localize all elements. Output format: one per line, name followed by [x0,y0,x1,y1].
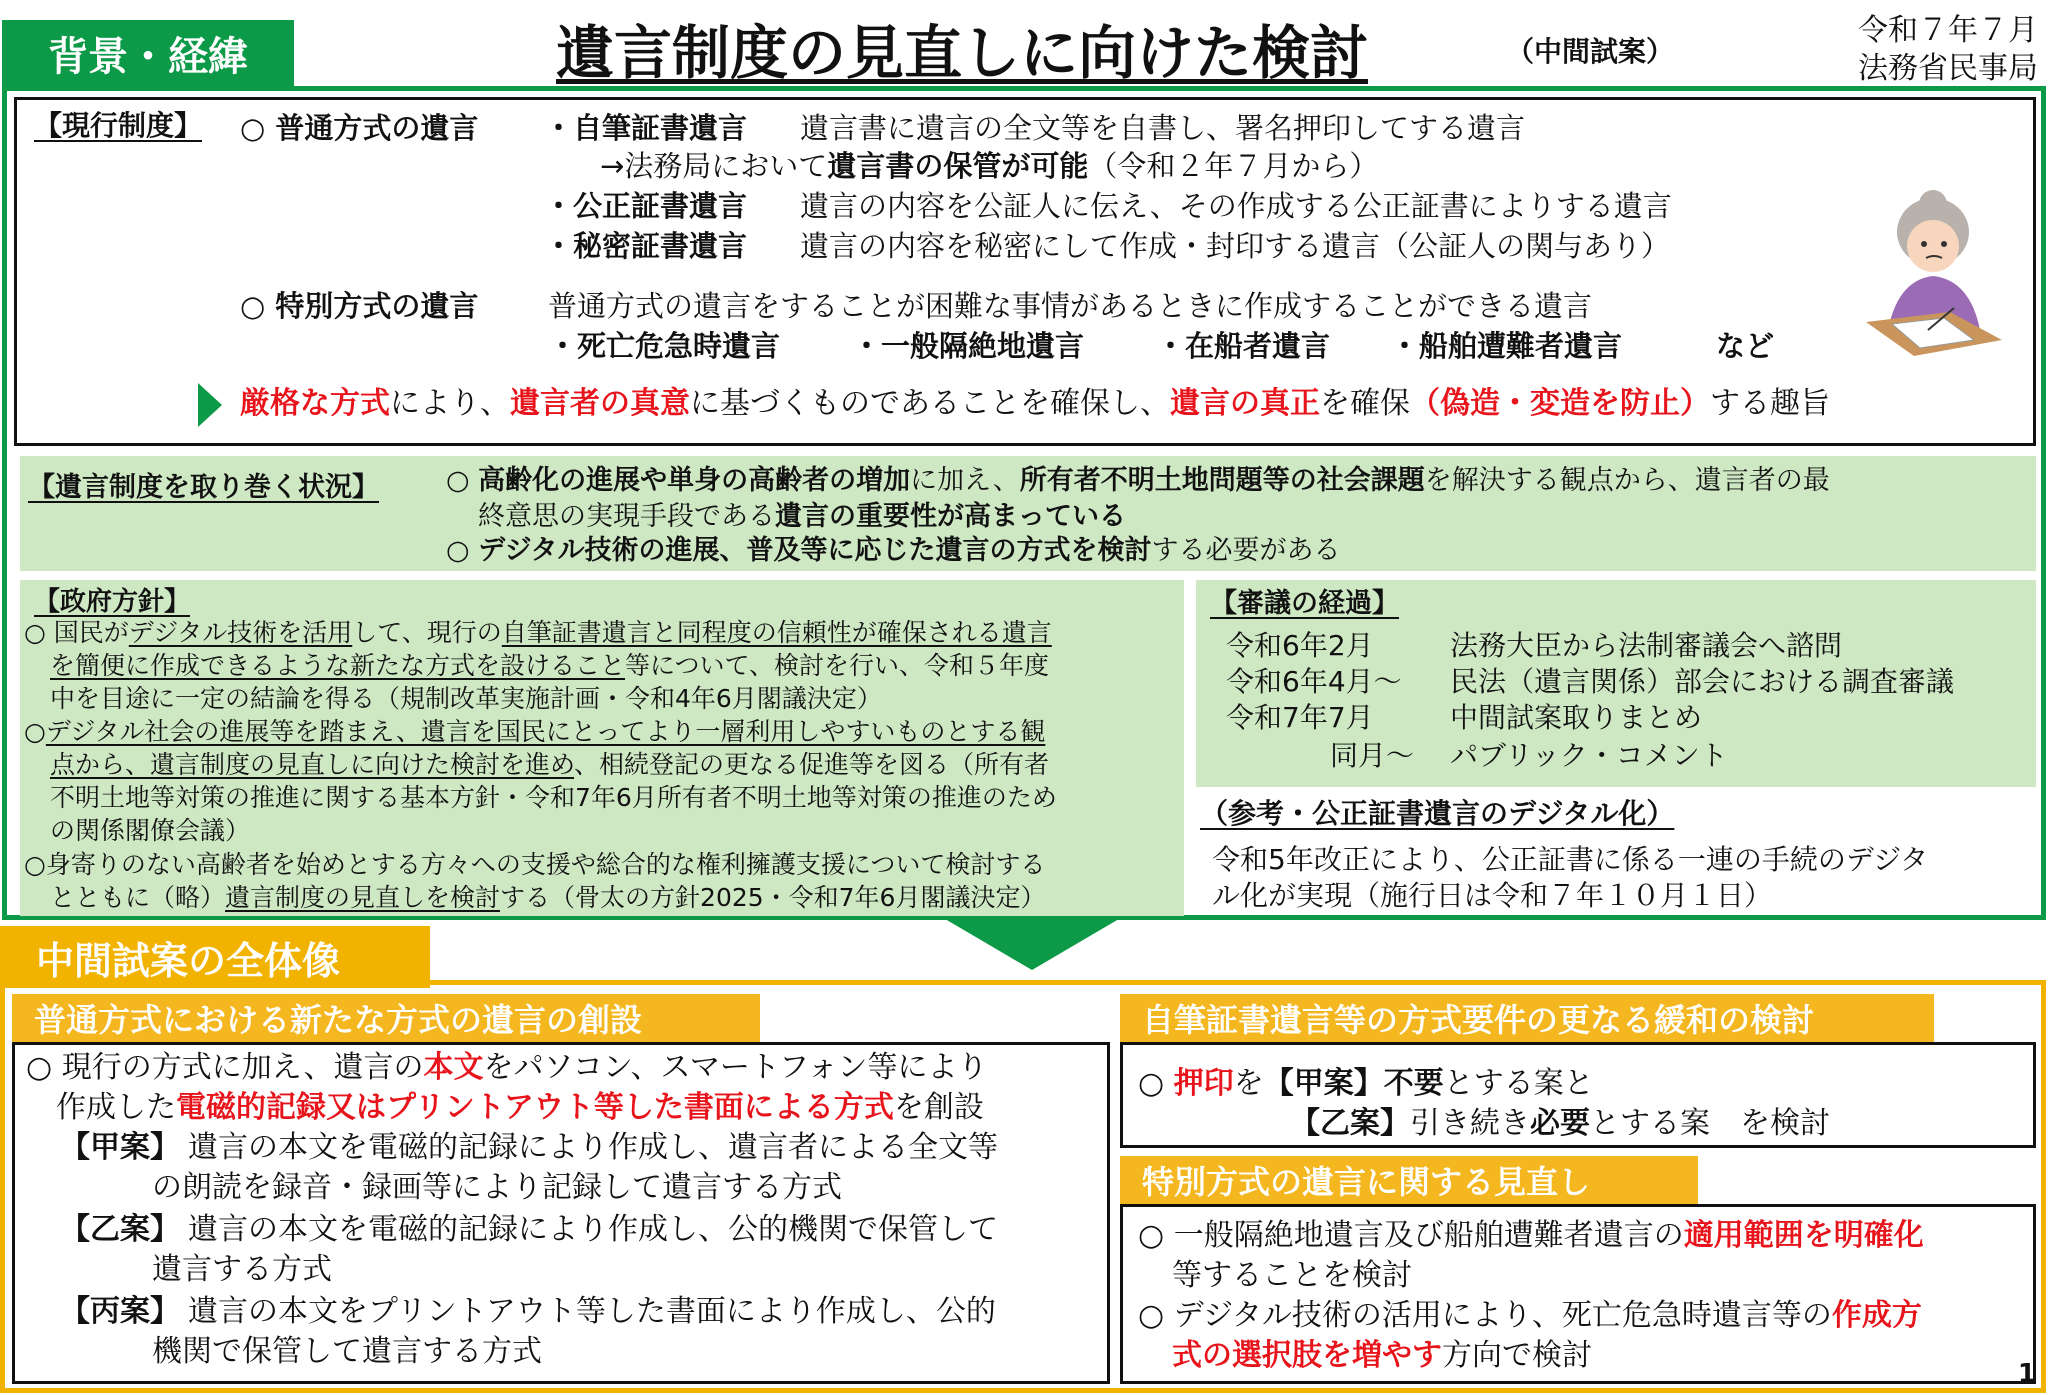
plan-a-line-2: の朗読を録音・録画等により記録して遺言する方式 [152,1170,842,1205]
policy-3-line-1: ○身寄りのない高齢者を始めとする方々への支援や総合的な権利擁護支援について検討する [24,850,1046,879]
notarial-desc: 遺言の内容を公証人に伝え、その作成する公正証書によりする遺言 [800,189,1672,223]
purpose-text: により、 [390,386,510,421]
situation-line-1 [446,464,1830,498]
page-number: 1 [2017,1359,2036,1389]
purpose-text: に基づくものであることを確保し、 [690,386,1170,421]
new-method-line-2 [56,1088,984,1128]
special-review-text: ○ デジタル技術の活用により、死亡危急時遺言等の [1138,1298,1832,1333]
purpose-statement [240,386,1830,422]
purpose-text: を確保 [1320,386,1410,421]
council-date: 同月～ [1330,739,1415,772]
new-method-label-text: 普通方式における新たな方式の遺言の創設 [34,1001,643,1039]
relax-seal: 押印 [1173,1066,1234,1101]
relax-text: を [1233,1066,1264,1101]
new-method-highlight: 電磁的記録又はプリントアウト等した書面による方式 [176,1090,894,1125]
special-review-label-text: 特別方式の遺言に関する見直し [1142,1163,1591,1201]
situation-digital: デジタル技術の進展、普及等に応じた遺言の方式を検討 [478,535,1152,566]
special-item: ・死亡危急時遺言 [548,329,781,363]
special-review-highlight: 適用範囲を明確化 [1683,1218,1924,1253]
situation-text: に加え、 [910,465,1020,496]
policy-2-line-2 [50,748,1049,781]
background-tab [2,20,294,86]
policy-text: 等について、検討を行い、令和５年度 [625,651,1050,680]
plan-c-label: 【丙案】 [60,1294,180,1329]
situation-bullet: ○ [446,465,479,496]
holograph-note-pre: →法務局において [600,149,828,183]
situation-text: 終意思の実現手段である [478,501,775,532]
policy-underline: を簡便に作成できるような新たな方式を設けること [50,651,626,680]
background-tab-label: 背景・経緯 [48,33,248,80]
special-review-line-4 [1172,1336,1592,1376]
special-review-text: ○ 一般隔絶地遺言及び船舶遭難者遺言の [1138,1218,1684,1253]
date-block [1818,12,2038,88]
policy-underline: デジタル技術を活用 [128,618,353,647]
situation-label: 【遺言制度を取り巻く状況】 [28,472,379,503]
date-line: 令和７年７月 [1858,13,2038,48]
overview-tab [0,926,430,988]
relax-text: とする案 を検討 [1590,1106,1830,1141]
notarial-term: ・公正証書遺言 [544,189,748,223]
relax-line-1 [1138,1064,1594,1104]
council-event: 民法（遺言関係）部会における調査審議 [1450,665,1955,698]
policy-1-line-3: 中を目途に一定の結論を得る（規制改革実施計画・令和4年6月閣議決定） [50,684,882,713]
special-item: など [1716,329,1775,363]
page-subtitle: （中間試案） [1506,35,1675,68]
policy-text: 、相続登記の更なる促進等を図る（所有者 [574,750,1050,779]
ordinary-method-heading: ○ 普通方式の遺言 [240,111,479,145]
policy-text: する（骨太の方針2025・令和7年6月閣議決定） [500,883,1046,912]
reference-line-1: 令和5年改正により、公正証書に係る一連の手続のデジタ [1212,843,1929,876]
new-method-text: 作成した [56,1090,176,1125]
council-date: 令和6年2月 [1226,629,1374,662]
relax-necessary: 必要 [1530,1106,1590,1141]
holograph-desc: 遺言書に遺言の全文等を自書し、署名押印してする遺言 [800,111,1526,145]
situation-line-3 [446,534,1341,568]
policy-2-line-1 [24,715,1045,748]
special-item: ・在船者遺言 [1156,329,1331,363]
purpose-arrow-icon [198,383,222,427]
new-method-label [12,994,760,1042]
policy-1-line-1 [24,616,1052,649]
policy-1-line-2 [50,649,1049,682]
relax-text: ○ [1138,1066,1174,1101]
special-item: ・一般隔絶地遺言 [852,329,1085,363]
council-date: 令和6年4月～ [1226,665,1402,698]
new-method-text: をパソコン、スマートフォン等により [483,1050,988,1085]
situation-aging: 高齢化の進展や単身の高齢者の増加 [478,465,911,496]
plan-c-line-1: 遺言の本文をプリントアウト等した書面により作成し、公的 [188,1294,996,1329]
relax-plan-a: 【甲案】 [1263,1066,1384,1101]
policy-underline: デジタル社会の進展等を踏まえ、遺言を国民にとってより一層利用しやすいものとする観 [45,717,1046,746]
special-review-line-2: 等することを検討 [1172,1258,1412,1293]
special-method-desc: 普通方式の遺言をすることが困難な事情があるときに作成することができる遺言 [548,289,1593,323]
council-label: 【審議の経過】 [1210,588,1399,619]
special-review-label [1120,1156,1698,1204]
plan-b-label: 【乙案】 [60,1212,180,1247]
new-method-text: ○ 現行の方式に加え、遺言の [26,1050,424,1085]
holograph-note-bold: 遺言書の保管が可能 [827,149,1089,183]
relax-plan-b: 【乙案】 [1290,1106,1410,1141]
policy-3-line-2 [50,881,1045,914]
new-method-highlight: 本文 [423,1050,484,1085]
secret-desc: 遺言の内容を秘密にして作成・封印する遺言（公証人の関与あり） [800,229,1671,263]
situation-importance: 遺言の重要性が高まっている [775,501,1126,532]
elderly-woman-writing-icon [1858,190,2008,360]
department-line: 法務省民事局 [1858,51,2038,86]
policy-text: ○ 国民が [24,618,129,647]
policy-underline: 自筆証書遺言と同程度の信頼性が確保される遺言 [501,618,1052,647]
reference-line-2: ル化が実現（施行日は令和７年１０月１日） [1212,879,1773,912]
new-method-text: を創設 [893,1090,984,1125]
down-arrow-icon [940,916,1124,970]
holograph-term: ・自筆証書遺言 [544,111,748,145]
overview-tab-label: 中間試案の全体像 [36,938,341,983]
situation-line-2 [478,500,1126,534]
situation-text: する必要がある [1151,535,1341,566]
special-method-heading: ○ 特別方式の遺言 [240,289,479,323]
special-review-line-3 [1138,1296,1922,1336]
situation-social-issues: 所有者不明土地問題等の社会課題 [1019,465,1425,496]
policy-text: して、現行の [352,618,502,647]
situation-text: を解決する観点から、遺言者の最 [1424,465,1830,496]
policy-2-line-4: の関係閣僚会議） [50,816,251,845]
policy-underline: 遺言制度の見直しを検討 [225,883,501,912]
holograph-note [600,148,1378,184]
reference-label: （参考・公正証書遺言のデジタル化） [1200,797,1675,830]
special-review-line-1 [1138,1216,1924,1256]
relax-label [1120,994,1934,1042]
council-event: 中間試案取りまとめ [1450,701,1703,734]
policy-2-line-3: 不明土地等対策の推進に関する基本方針・令和7年6月所有者不明土地等対策の推進のため [50,783,1057,812]
purpose-true-intent: 遺言者の真意 [510,386,690,421]
relax-line-2 [1290,1104,1830,1144]
policy-text: ○ [24,717,46,746]
purpose-strict-method: 厳格な方式 [240,386,390,421]
council-event: 法務大臣から法制審議会へ諮問 [1450,629,1843,662]
plan-a-label: 【甲案】 [60,1130,180,1165]
situation-bullet: ○ [446,535,479,566]
council-date: 令和7年7月 [1226,701,1374,734]
plan-a-line-1: 遺言の本文を電磁的記録により作成し、遺言者による全文等 [188,1130,998,1165]
special-review-highlight: 作成方 [1831,1298,1922,1333]
purpose-forgery-prevention: （偽造・変造を防止） [1410,386,1710,421]
government-policy-label: 【政府方針】 [34,587,191,617]
policy-underline: 点から、遺言制度の見直しに向けた検討を進め [50,750,575,779]
current-system-label: 【現行制度】 [34,109,203,142]
plan-b-line-2: 遺言する方式 [152,1252,332,1287]
policy-text: とともに（略） [50,883,226,912]
secret-term: ・秘密証書遺言 [544,229,748,263]
relax-unnecessary: 不要 [1383,1066,1444,1101]
relax-text: とする案と [1443,1066,1594,1101]
purpose-authenticity: 遺言の真正 [1170,386,1320,421]
special-review-highlight: 式の選択肢を増やす [1172,1338,1442,1373]
relax-label-text: 自筆証書遺言等の方式要件の更なる緩和の検討 [1142,1001,1815,1039]
special-review-text: 方向で検討 [1442,1338,1592,1373]
page-title: 遺言制度の見直しに向けた検討 [556,19,1369,87]
plan-c-line-2: 機関で保管して遺言する方式 [152,1334,542,1369]
relax-text: 引き続き [1410,1106,1530,1141]
purpose-text: する趣旨 [1710,386,1830,421]
new-method-line-1 [26,1048,988,1088]
council-event: パブリック・コメント [1450,739,1728,772]
plan-b-line-1: 遺言の本文を電磁的記録により作成し、公的機関で保管して [188,1212,998,1247]
special-item: ・船舶遭難者遺言 [1390,329,1623,363]
holograph-note-post: （令和２年７月から） [1088,149,1379,183]
